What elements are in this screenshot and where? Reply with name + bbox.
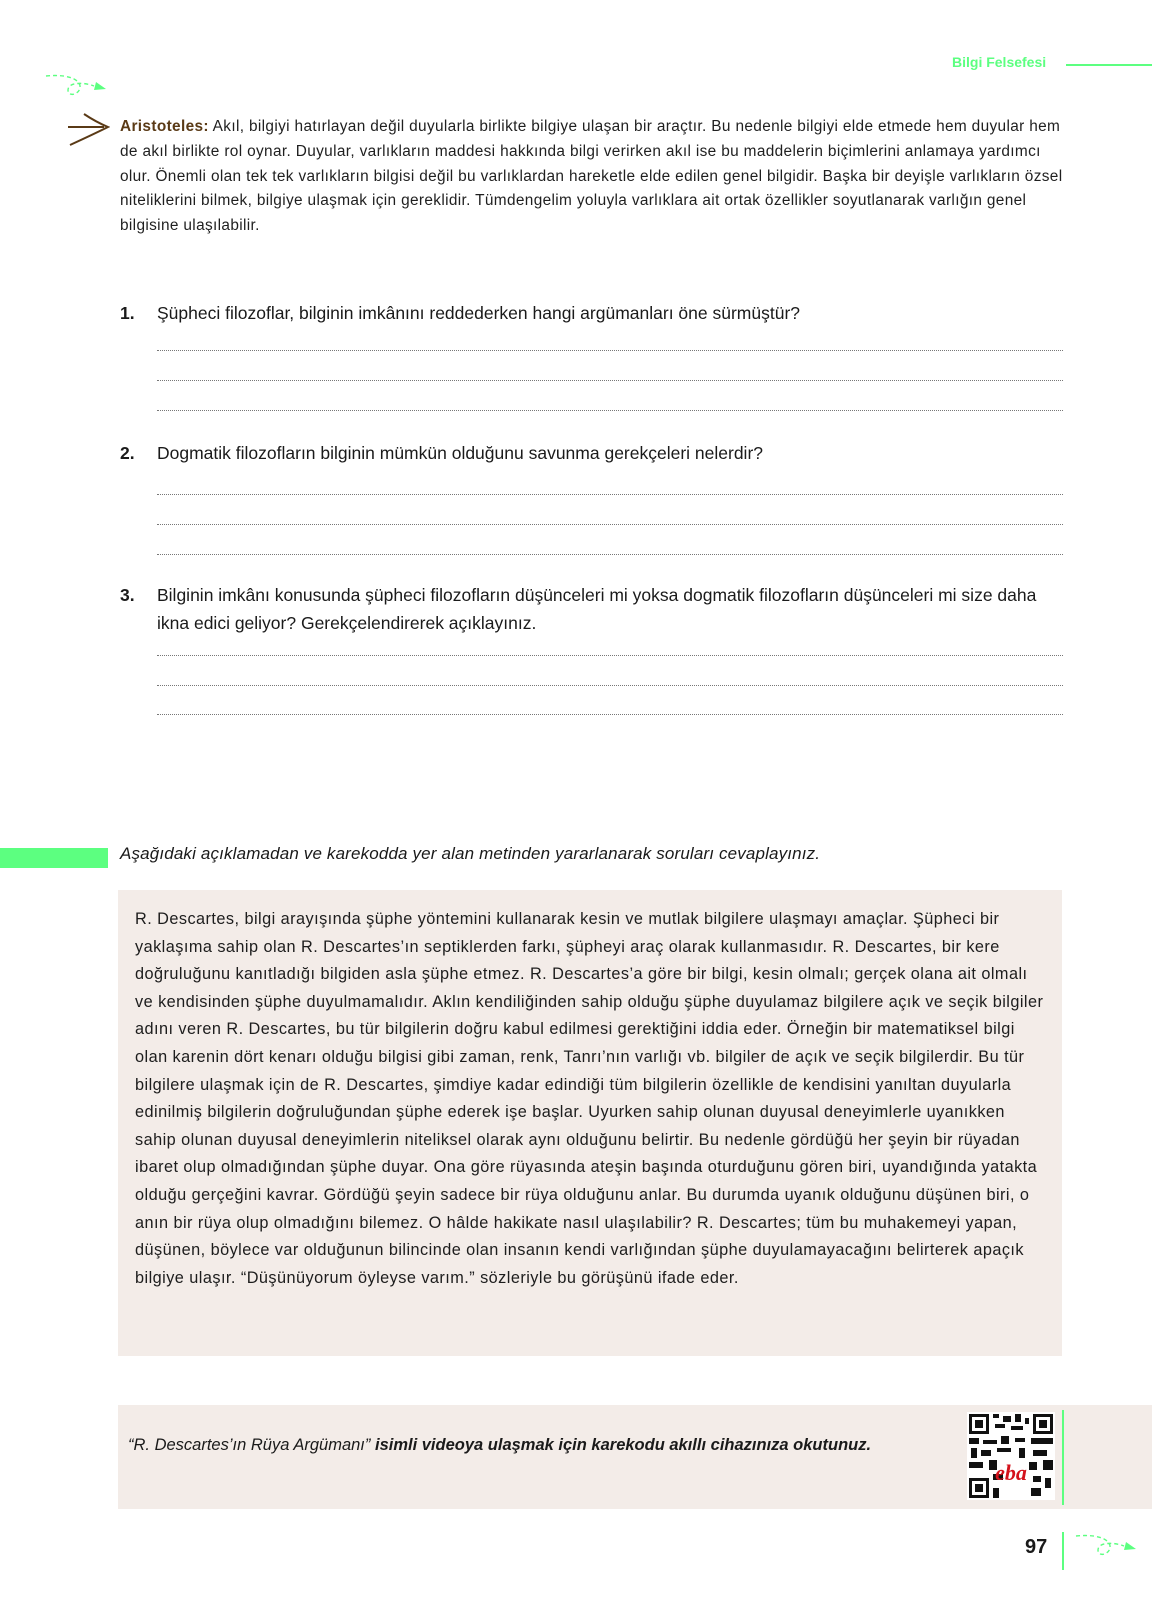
brown-arrow-icon (66, 112, 110, 146)
qr-note-text (128, 1432, 888, 1459)
question-text: Bilginin imkânı konusunda şüpheci filozofların düşünceleri mi yoksa dogmatik filozofların düşünceleri mi size daha ikna edici geliyor? Gerekçelendirerek açıklayınız. (157, 585, 1037, 633)
question-2 (120, 440, 1060, 468)
answer-line[interactable] (157, 655, 1063, 656)
answer-line[interactable] (157, 380, 1063, 381)
question-text: Şüpheci filozoflar, bilginin imkânını reddederken hangi argümanları öne sürmüştür? (157, 303, 801, 323)
question-text: Dogmatik filozofların bilginin mümkün olduğunu savunma gerekçeleri nelerdir? (157, 443, 764, 463)
page-number: 97 (1025, 1536, 1048, 1558)
aristotle-name: Aristoteles: (120, 118, 209, 135)
question-3 (120, 582, 1060, 637)
qr-rule (1062, 1410, 1064, 1505)
answer-line[interactable] (157, 524, 1063, 525)
answer-line[interactable] (157, 685, 1063, 686)
qr-code-icon[interactable] (967, 1412, 1055, 1500)
question-number: 1. (120, 303, 135, 323)
instruction-marker (0, 848, 108, 868)
dashed-loop-arrow-icon (44, 72, 114, 112)
page-rule (1062, 1532, 1064, 1570)
dashed-loop-arrow-icon (1074, 1532, 1144, 1572)
question-number: 2. (120, 443, 135, 463)
answer-line[interactable] (157, 350, 1063, 351)
answer-line[interactable] (157, 410, 1063, 411)
video-title: “R. Descartes’ın Rüya Argümanı” (128, 1436, 371, 1454)
answer-line[interactable] (157, 494, 1063, 495)
eba-logo: eba (995, 1460, 1027, 1485)
qr-instruction: isimli videoya ulaşmak için karekodu akıllı cihazınıza okutunuz. (374, 1436, 872, 1454)
aristotle-text: Akıl, bilgiyi hatırlayan değil duyularla birlikte bilgiye ulaşan bir araçtır. Bu nedenle bilgiyi elde etmede hem duyular hem de akıl birlikte rol oynar. Duyular, varlıkların maddesi hakkında bilgi verirken akıl ise bu maddelerin biçimlerini anlamaya yardımcı olur. Önemli olan tek tek varlıkların bilgisi değil bu varlıklardan hareketle elde edilen genel bilgidir. Başka bir deyişle varlıkların özsel niteliklerini bilmek, bilgiye ulaşmak için gereklidir. Tümdengelim yoluyla varlıklara ait ortak özellikler soyutlanarak varlığın genel bilgisine ulaşılabilir. (120, 118, 1063, 235)
header-rule (1066, 64, 1152, 66)
answer-line[interactable] (157, 554, 1063, 555)
answer-line[interactable] (157, 714, 1063, 715)
question-1 (120, 300, 1060, 328)
section-title: Bilgi Felsefesi (952, 54, 1047, 70)
descartes-passage: R. Descartes, bilgi arayışında şüphe yöntemini kullanarak kesin ve mutlak bilgilere ulaşmayı amaçlar. Şüpheci bir yaklaşıma sahip olan R. Descartes’ın septiklerden farkı, şüpheyi araç olarak kullanmasıdır. R. Descartes, bir kere doğruluğunu kanıtladığı bilgiden asla şüphe etmez. R. Descartes’a göre bir bilgi, kesin olmalı; gerçek olana ait olmalı ve kendisinden şüphe duyulmamalıdır. Aklın kendiliğinden sahip olduğu şüphe duyulamaz bilgilere açık ve seçik bilgiler adını veren R. Descartes, bu tür bilgilerin doğru kabul edilmesi gerektiğini iddia eder. Örneğin bir matematiksel bilgi olan karenin dört kenarı olduğu bilgisi gibi zaman, renk, Tanrı’nın varlığı vb. bilgiler de açık ve seçik bilgilerdir. Bu tür bilgilere ulaşmak için de R. Descartes, şimdiye kadar edindiği tüm bilgilerin özellikle de kendisini yanıltan duyularla edinilmiş bilgilerin doğruluğundan şüphe ederek işe başlar. Uyurken sahip olunan duyusal deneyimlerle uyanıkken sahip olunan duyusal deneyimlerin niteliksel olarak aynı olduğunu belirtir. Bu nedenle gördüğü her şeyin bir rüyadan ibaret olup olmadığından şüphe duyar. Ona göre rüyasında ateşin başında oturduğunu gören biri, uyandığında yatakta olduğu gerçeğini kavrar. Gördüğü şeyin sadece bir rüya olduğunu anlar. Bu durumda uyanık olduğunu düşünen biri, o anın bir rüya olup olmadığını bilemez. O hâlde hakikate nasıl ulaşılabilir? R. Descartes; tüm bu muhakemeyi yapan, düşünen, böylece var olduğunun bilincinde olan insanın kendi varlığından şüphe duyulamayacağını belirterek apaçık bilgiye ulaşır. “Düşünüyorum öyleyse varım.” sözleriyle bu görüşünü ifade eder. (135, 910, 1044, 1287)
question-number: 3. (120, 585, 135, 605)
aristotle-paragraph (120, 115, 1065, 239)
instruction-text: Aşağıdaki açıklamadan ve karekodda yer alan metinden yararlanarak soruları cevaplayınız. (120, 844, 821, 863)
